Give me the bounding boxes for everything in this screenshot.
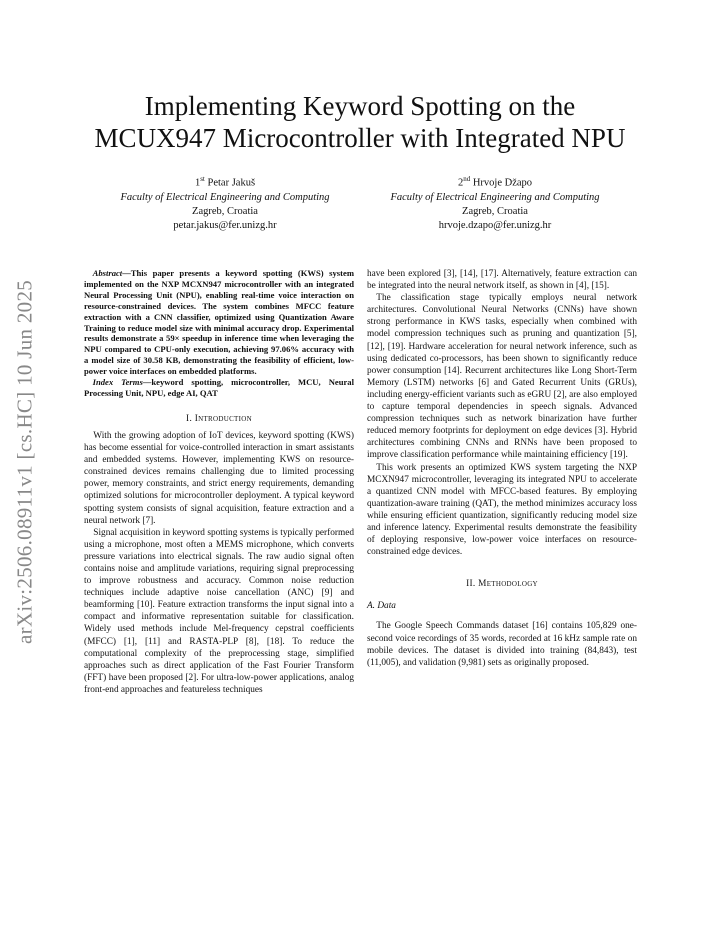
author-name: Petar Jakuš: [207, 177, 256, 189]
paper-title-line-2: MCUX947 Microcontroller with Integrated NPU: [94, 123, 626, 153]
author-city: Zagreb, Croatia: [462, 205, 528, 217]
author-name-line: 2nd Hrvoje Džapo: [457, 175, 533, 189]
abstract-label: Abstract: [92, 268, 123, 278]
author-name: Hrvoje Džapo: [472, 177, 533, 189]
classification-paragraph: The classification stage typically employs neural network architectures. Convolutional Neural Networks (CNNs) have shown strong performance in KWS tasks, especially when combined with model compression techniques such as pruning and quantization [5], [12], [19]. Hardware acceleration for neural network inference, such as using dedicated co-processors, has been shown to significantly reduce power consumption [14]. Recurrent architectures like Long Short-Term Memory (LSTM) networks [6] and Gated Recurrent Units (GRUs), including energy-efficient variants such as eGRU [2], are also employed to capture temporal dependencies in speech signals. Advanced compression techniques such as network binarization have further reduced memory footprints for deployment on edge devices [3]. Hybrid architectures combining CNNs and RNNs have been proposed to improve classification performance while maintaining efficiency [19].: [367, 293, 637, 461]
author-email: hrvoje.dzapo@fer.unizg.hr: [438, 219, 552, 231]
abstract: [84, 268, 354, 377]
index-terms-text: —keyword spotting, microcontroller, MCU, Neural Processing Unit, NPU, edge AI, QAT: [84, 377, 354, 398]
author-affiliation: Faculty of Electrical Engineering and Computing: [390, 191, 600, 203]
author-affiliation: Faculty of Electrical Engineering and Computing: [120, 191, 330, 203]
section-heading-methodology: II. Methodology: [466, 579, 538, 590]
author-block-1: [95, 172, 355, 233]
continued-paragraph: have been explored [3], [14], [17]. Alternatively, feature extraction can be integrated into the neural network itself, as shown in [4], [15].: [367, 269, 637, 292]
left-column: [84, 268, 354, 696]
subsection-heading-data: A. Data: [367, 601, 396, 612]
paper-title-line-1: Implementing Keyword Spotting on the: [144, 91, 576, 121]
author-name-line: 1st Petar Jakuš: [194, 175, 256, 189]
index-terms-label: Index Terms: [92, 377, 143, 388]
arxiv-identifier-stamp: [0, 0, 52, 932]
section-heading-introduction: I. Introduction: [186, 413, 252, 424]
author-email: petar.jakus@fer.unizg.hr: [173, 219, 277, 231]
intro-paragraph-2: Signal acquisition in keyword spotting systems is typically performed using a microphone, most often a MEMS microphone, which converts pressure variations into electrical signals. The raw audio signal often contains noise and amplitude variations, requiring signal preprocessing to improve robustness and accuracy. Common noise reduction techniques include adaptive noise cancellation (ANC) [9] and beamforming [10]. Feature extraction transforms the input signal into a compact and informative representation suitable for classification. Widely used methods include Mel-frequency cepstral coefficients (MFCC) [1], [11] and RASTA-PLP [8], [18]. To reduce the computational complexity of the preprocessing stage, simplified approaches such as direct application of the Fast Fourier Transform (FFT) have been proposed [2]. For ultra-low-power applications, analog front-end approaches and featureless techniques: [84, 527, 354, 695]
author-city: Zagreb, Croatia: [192, 205, 258, 217]
intro-paragraph-1: With the growing adoption of IoT devices, keyword spotting (KWS) has become essential for voice-controlled interaction in smart assistants and embedded systems. However, implementing KWS on resource-constrained devices remains challenging due to limited processing power, memory constraints, and strict energy requirements, demanding optimized solutions for microcontroller deployment. A typical keyword spotting system consists of signal acquisition, feature extraction and a neural network [7].: [84, 430, 354, 526]
index-terms: [84, 377, 354, 399]
paper-title: [60, 90, 660, 154]
right-column: [367, 268, 637, 669]
data-paragraph: The Google Speech Commands dataset [16] contains 105,829 one-second voice recordings of 35 words, recorded at 16 kHz sample rate on mobile devices. The dataset is divided into training (84,843), test (11,005), and validation (9,981) sets as originally proposed.: [367, 621, 637, 668]
contribution-paragraph: This work presents an optimized KWS system targeting the NXP MCXN947 microcontroller, leveraging its integrated NPU to accelerate a quantized CNN model with MFCC-based features. By employing quantization-aware training (QAT), the method minimizes accuracy loss while ensuring efficient quantization, significantly reducing model size and inference latency. Experimental results demonstrate the feasibility of deploying responsive, low-power voice interfaces on resource-constrained edge devices.: [367, 462, 637, 558]
abstract-text: —This paper presents a keyword spotting (KWS) system implemented on the NXP MCXN947 microcontroller with an integrated Neural Processing Unit (NPU), enabling real-time voice interaction on resource-constrained devices. The system combines MFCC feature extraction with a CNN classifier, optimized using Quantization Aware Training to reduce model size with minimal accuracy drop. Experimental results demonstrate a 59× speedup in inference time when leveraging the NPU compared to CPU-only execution, achieving 97.06% accuracy with a model size of 30.58 KB, demonstrating the feasibility of efficient, low-power voice interfaces on embedded platforms.: [84, 268, 354, 377]
arxiv-identifier-text: arXiv:2506.08911v1 [cs.HC] 10 Jun 2025: [12, 279, 37, 645]
author-block-2: [365, 172, 625, 233]
